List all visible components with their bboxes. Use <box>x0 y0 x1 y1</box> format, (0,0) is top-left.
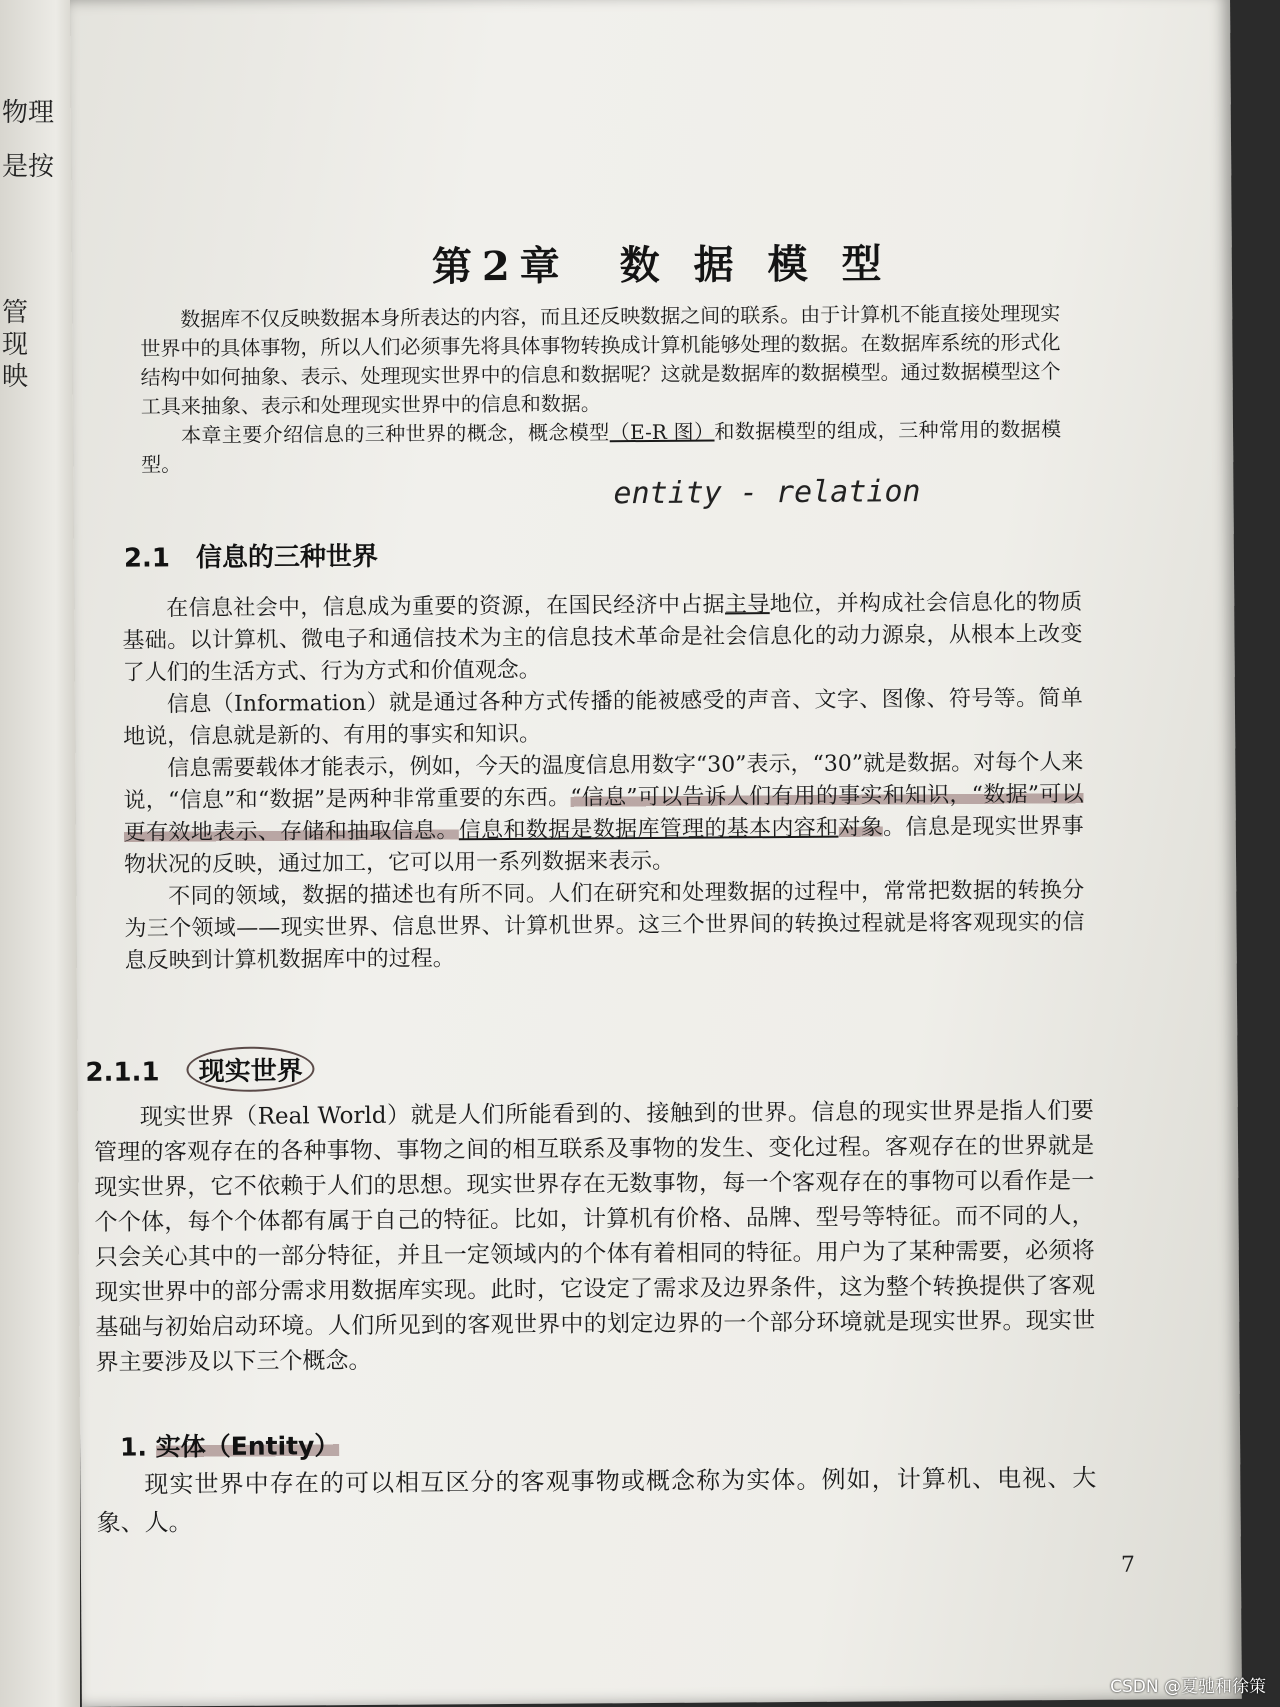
section-number: 2.1.1 <box>85 1057 160 1088</box>
watermark: CSDN @夏驰和徐策 <box>1110 1677 1266 1697</box>
circled-title: 现实世界 <box>187 1046 315 1092</box>
chapter-intro <box>140 299 1061 479</box>
section-2-1-1-body <box>94 1094 1096 1381</box>
intro-text: 和数据模型的组成，三种常用的数据模型。 <box>141 417 1062 477</box>
left-page-fragment: 物理 <box>2 98 55 128</box>
left-page-fragment: 是按 <box>2 152 55 182</box>
left-page-fragment: 映 <box>2 362 29 392</box>
highlighted-label: 实体（Entity） <box>155 1431 340 1462</box>
book-page <box>70 0 1242 1707</box>
paragraph-text: 在信息社会中，信息成为重要的资源，在国民经济中占据 <box>166 592 726 622</box>
left-page-edge <box>0 0 80 1707</box>
intro-text: 本章主要介绍信息的三种世界的概念，概念模型 <box>180 420 610 448</box>
left-page-fragment: 管 <box>2 298 29 328</box>
underlined-text: 主导 <box>724 592 770 618</box>
underlined-text: 信息和数据是数据库管理的基本内容和 <box>458 815 839 844</box>
paragraph: 不同的领域，数据的描述也有所不同。人们在研究和处理数据的过程中，常常把数据的转换分为三个领域——现实世界、信息世界、计算机世界。这三个世界间的转换过程就是将客观现实的信息反映到计算机数据库中的过程。 <box>124 877 1085 974</box>
paragraph-text: 信息需要载体才能表示，例如，今天的温度信息用数字“30”表示，“30”就是数据。对每个人来说，“信息”和“数据”是两种非常重要的东西。 <box>123 749 1084 814</box>
entity-body <box>96 1459 1097 1542</box>
page-number: 7 <box>1120 1552 1136 1578</box>
paragraph: 现实世界（Real World）就是人们所能看到的、接触到的世界。信息的现实世界是指人们要管理的客观存在的各种事物、事物之间的相互联系及事物的发生、变化过程。客观存在的世界就是现实世界，它不依赖于人们的思想。现实世界存在无数事物，每一个客观存在的事物可以看作是一个个体，每个个体都有属于自己的特征。比如，计算机有价格、品牌、型号等特征。而不同的人，只会关心其中的一部分特征，并且一定领域内的个体有着相同的特征。用户为了某种需要，必须将现实世界中的部分需求用数据库实现。此时，它设定了需求及边界条件，这为整个转换提供了客观基础与初始启动环境。人们所见到的客观世界中的划定边界的一个部分环境就是现实世界。现实世界主要涉及以下三个概念。 <box>93 1097 1096 1376</box>
paragraph <box>123 747 1084 882</box>
item-number: 1. <box>120 1432 148 1462</box>
paragraph-text: 。信息是现实世界事物状况的反映，通过加工，它可以用一系列数据来表示。 <box>123 813 1084 878</box>
section-2-1-body <box>122 587 1085 978</box>
er-diagram-underlined: （E-R 图） <box>609 419 715 445</box>
section-heading-2-1: 2.1 信息的三种世界 <box>123 541 379 574</box>
handwritten-note: entity - relation <box>613 474 921 512</box>
section-heading-2-1-1 <box>85 1046 315 1093</box>
intro-paragraph-1: 数据库不仅反映数据本身所表达的内容，而且还反映数据之间的联系。由于计算机不能直接处理现实世界中的具体事物，所以人们必须事先将具体事物转换成计算机能够处理的数据。在数据库系统的形式化结构中如何抽象、表示、处理现实世界中的信息和数据呢？这就是数据库的数据模型。通过数据模型这个工具来抽象、表示和处理现实世界中的信息和数据。 <box>140 301 1061 419</box>
paragraph: 现实世界中存在的可以相互区分的客观事物或概念称为实体。例如，计算机、电视、大象、人。 <box>96 1463 1097 1537</box>
intro-paragraph-2 <box>141 415 1061 479</box>
chapter-title: 第2章 数 据 模 型 <box>431 240 892 291</box>
left-page-fragment: 现 <box>2 330 29 360</box>
paragraph <box>122 587 1083 690</box>
highlighted-text: “信息”可以告诉人们有用的事实和知识，“数据”可以更有效地表示、存储和抽取信息。 <box>123 781 1084 846</box>
paragraph-text: 地位，并构成社会信息化的物质基础。以计算机、微电子和通信技术为主的信息技术革命是社会信息化的动力源泉，从根本上改变了人们的生活方式、行为方式和价值观念。 <box>122 589 1083 686</box>
paragraph: 信息（Information）就是通过各种方式传播的能被感受的声音、文字、图像、符号等。简单地说，信息就是新的、有用的事实和知识。 <box>123 685 1083 750</box>
highlighted-text: 对象 <box>838 815 884 841</box>
item-heading-entity <box>120 1426 340 1464</box>
